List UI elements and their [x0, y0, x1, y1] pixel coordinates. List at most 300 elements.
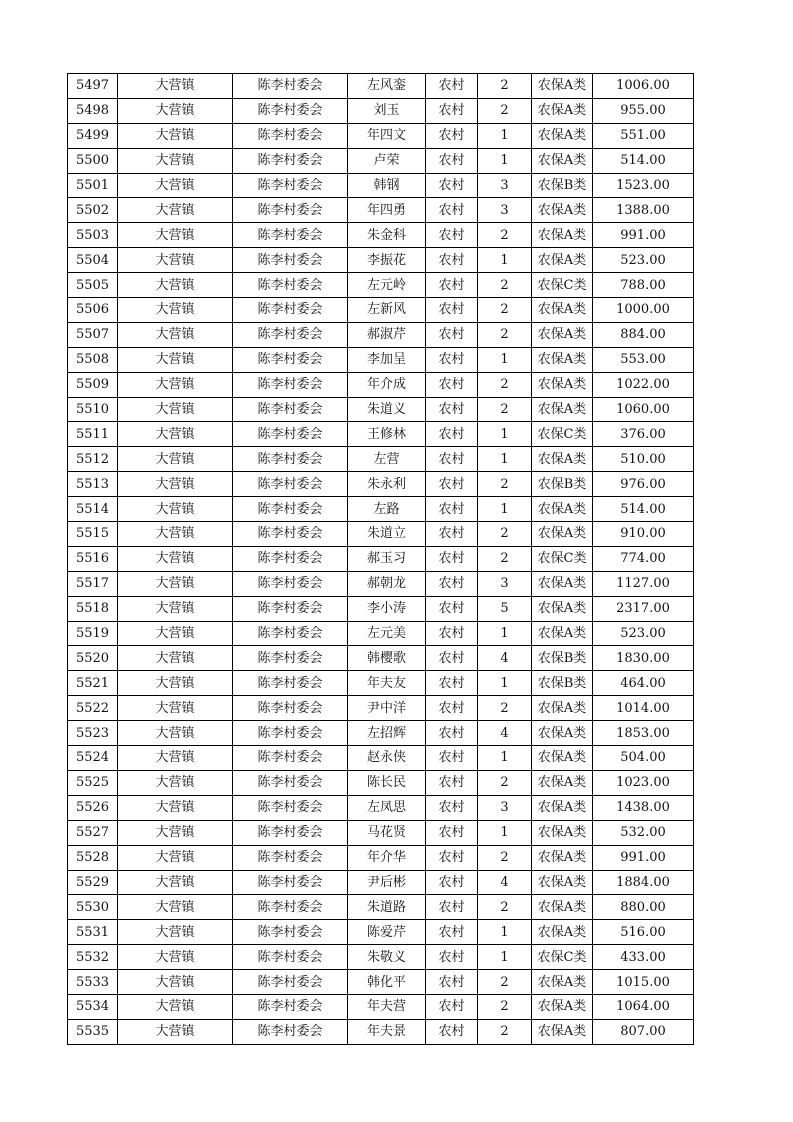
amount-cell: 1064.00	[593, 994, 694, 1019]
row-number-cell: 5506	[68, 298, 118, 323]
household-size-cell: 1	[478, 945, 532, 970]
name-cell: 李小涛	[348, 596, 426, 621]
household-size-cell: 1	[478, 671, 532, 696]
town-cell: 大营镇	[118, 721, 233, 746]
household-type-cell: 农村	[426, 198, 478, 223]
household-type-cell: 农村	[426, 646, 478, 671]
insurance-category-cell: 农保A类	[532, 721, 593, 746]
table-row	[68, 671, 694, 696]
table-row	[68, 895, 694, 920]
name-cell: 马花贤	[348, 820, 426, 845]
village-committee-cell: 陈李村委会	[233, 472, 348, 497]
table-row	[68, 696, 694, 721]
insurance-category-cell: 农保A类	[532, 970, 593, 995]
town-cell: 大营镇	[118, 621, 233, 646]
village-committee-cell: 陈李村委会	[233, 721, 348, 746]
amount-cell: 1022.00	[593, 372, 694, 397]
town-cell: 大营镇	[118, 571, 233, 596]
household-size-cell: 4	[478, 646, 532, 671]
name-cell: 左营	[348, 447, 426, 472]
town-cell: 大营镇	[118, 372, 233, 397]
row-number-cell: 5527	[68, 820, 118, 845]
table-row	[68, 596, 694, 621]
household-size-cell: 2	[478, 372, 532, 397]
table-row	[68, 970, 694, 995]
name-cell: 左元美	[348, 621, 426, 646]
table-row	[68, 298, 694, 323]
insurance-category-cell: 农保B类	[532, 472, 593, 497]
row-number-cell: 5499	[68, 123, 118, 148]
village-committee-cell: 陈李村委会	[233, 795, 348, 820]
household-size-cell: 1	[478, 347, 532, 372]
name-cell: 郝玉习	[348, 546, 426, 571]
household-size-cell: 3	[478, 173, 532, 198]
row-number-cell: 5508	[68, 347, 118, 372]
household-size-cell: 2	[478, 895, 532, 920]
name-cell: 刘玉	[348, 98, 426, 123]
name-cell: 年夫营	[348, 994, 426, 1019]
village-committee-cell: 陈李村委会	[233, 596, 348, 621]
household-type-cell: 农村	[426, 273, 478, 298]
household-type-cell: 农村	[426, 223, 478, 248]
household-type-cell: 农村	[426, 298, 478, 323]
insurance-category-cell: 农保A类	[532, 845, 593, 870]
household-type-cell: 农村	[426, 148, 478, 173]
table-row	[68, 123, 694, 148]
household-size-cell: 2	[478, 994, 532, 1019]
household-size-cell: 4	[478, 721, 532, 746]
table-row	[68, 820, 694, 845]
row-number-cell: 5529	[68, 870, 118, 895]
village-committee-cell: 陈李村委会	[233, 372, 348, 397]
town-cell: 大营镇	[118, 173, 233, 198]
household-type-cell: 农村	[426, 770, 478, 795]
household-size-cell: 1	[478, 447, 532, 472]
household-size-cell: 3	[478, 795, 532, 820]
village-committee-cell: 陈李村委会	[233, 970, 348, 995]
town-cell: 大营镇	[118, 994, 233, 1019]
amount-cell: 433.00	[593, 945, 694, 970]
household-type-cell: 农村	[426, 422, 478, 447]
amount-cell: 910.00	[593, 522, 694, 547]
table-row	[68, 447, 694, 472]
row-number-cell: 5501	[68, 173, 118, 198]
name-cell: 左招辉	[348, 721, 426, 746]
village-committee-cell: 陈李村委会	[233, 148, 348, 173]
amount-cell: 1023.00	[593, 770, 694, 795]
insurance-category-cell: 农保A类	[532, 198, 593, 223]
insurance-category-cell: 农保A类	[532, 870, 593, 895]
name-cell: 朱敬义	[348, 945, 426, 970]
village-committee-cell: 陈李村委会	[233, 98, 348, 123]
table-row	[68, 1019, 694, 1044]
row-number-cell: 5524	[68, 746, 118, 771]
row-number-cell: 5531	[68, 920, 118, 945]
village-committee-cell: 陈李村委会	[233, 845, 348, 870]
insurance-category-cell: 农保A类	[532, 1019, 593, 1044]
town-cell: 大营镇	[118, 198, 233, 223]
name-cell: 年夫友	[348, 671, 426, 696]
amount-cell: 807.00	[593, 1019, 694, 1044]
town-cell: 大营镇	[118, 123, 233, 148]
amount-cell: 1060.00	[593, 397, 694, 422]
household-size-cell: 4	[478, 870, 532, 895]
amount-cell: 516.00	[593, 920, 694, 945]
household-type-cell: 农村	[426, 870, 478, 895]
amount-cell: 1006.00	[593, 74, 694, 99]
household-type-cell: 农村	[426, 98, 478, 123]
village-committee-cell: 陈李村委会	[233, 945, 348, 970]
household-type-cell: 农村	[426, 721, 478, 746]
insurance-category-cell: 农保B类	[532, 671, 593, 696]
household-type-cell: 农村	[426, 920, 478, 945]
household-size-cell: 3	[478, 198, 532, 223]
household-type-cell: 农村	[426, 248, 478, 273]
village-committee-cell: 陈李村委会	[233, 621, 348, 646]
name-cell: 左风銮	[348, 74, 426, 99]
village-committee-cell: 陈李村委会	[233, 198, 348, 223]
household-type-cell: 农村	[426, 795, 478, 820]
household-size-cell: 2	[478, 696, 532, 721]
household-size-cell: 1	[478, 123, 532, 148]
village-committee-cell: 陈李村委会	[233, 74, 348, 99]
town-cell: 大营镇	[118, 148, 233, 173]
table-row	[68, 795, 694, 820]
household-size-cell: 2	[478, 546, 532, 571]
household-type-cell: 农村	[426, 621, 478, 646]
table-row	[68, 920, 694, 945]
table-row	[68, 248, 694, 273]
table-row	[68, 721, 694, 746]
table-row	[68, 173, 694, 198]
village-committee-cell: 陈李村委会	[233, 646, 348, 671]
town-cell: 大营镇	[118, 1019, 233, 1044]
town-cell: 大营镇	[118, 820, 233, 845]
name-cell: 年四勇	[348, 198, 426, 223]
insurance-category-cell: 农保A类	[532, 820, 593, 845]
row-number-cell: 5521	[68, 671, 118, 696]
household-size-cell: 1	[478, 621, 532, 646]
town-cell: 大营镇	[118, 646, 233, 671]
village-committee-cell: 陈李村委会	[233, 870, 348, 895]
row-number-cell: 5505	[68, 273, 118, 298]
amount-cell: 1438.00	[593, 795, 694, 820]
name-cell: 郝淑芹	[348, 322, 426, 347]
name-cell: 陈长民	[348, 770, 426, 795]
household-size-cell: 2	[478, 970, 532, 995]
town-cell: 大营镇	[118, 522, 233, 547]
village-committee-cell: 陈李村委会	[233, 571, 348, 596]
insurance-category-cell: 农保A类	[532, 994, 593, 1019]
village-committee-cell: 陈李村委会	[233, 546, 348, 571]
row-number-cell: 5504	[68, 248, 118, 273]
data-table	[67, 73, 694, 1045]
insurance-category-cell: 农保A类	[532, 347, 593, 372]
town-cell: 大营镇	[118, 322, 233, 347]
amount-cell: 1014.00	[593, 696, 694, 721]
insurance-category-cell: 农保A类	[532, 571, 593, 596]
town-cell: 大营镇	[118, 970, 233, 995]
town-cell: 大营镇	[118, 273, 233, 298]
table-row	[68, 74, 694, 99]
household-type-cell: 农村	[426, 994, 478, 1019]
town-cell: 大营镇	[118, 671, 233, 696]
household-type-cell: 农村	[426, 447, 478, 472]
name-cell: 年介华	[348, 845, 426, 870]
town-cell: 大营镇	[118, 347, 233, 372]
insurance-category-cell: 农保A类	[532, 596, 593, 621]
household-size-cell: 2	[478, 223, 532, 248]
town-cell: 大营镇	[118, 696, 233, 721]
insurance-category-cell: 农保C类	[532, 422, 593, 447]
table-row	[68, 148, 694, 173]
row-number-cell: 5523	[68, 721, 118, 746]
town-cell: 大营镇	[118, 870, 233, 895]
row-number-cell: 5510	[68, 397, 118, 422]
name-cell: 李加呈	[348, 347, 426, 372]
table-row	[68, 770, 694, 795]
table-row	[68, 223, 694, 248]
row-number-cell: 5533	[68, 970, 118, 995]
insurance-category-cell: 农保A类	[532, 795, 593, 820]
name-cell: 韩钢	[348, 173, 426, 198]
row-number-cell: 5513	[68, 472, 118, 497]
row-number-cell: 5525	[68, 770, 118, 795]
household-size-cell: 2	[478, 1019, 532, 1044]
row-number-cell: 5518	[68, 596, 118, 621]
town-cell: 大营镇	[118, 447, 233, 472]
table-row	[68, 372, 694, 397]
household-type-cell: 农村	[426, 397, 478, 422]
row-number-cell: 5535	[68, 1019, 118, 1044]
household-size-cell: 1	[478, 497, 532, 522]
town-cell: 大营镇	[118, 497, 233, 522]
amount-cell: 514.00	[593, 148, 694, 173]
table-row	[68, 746, 694, 771]
table-row	[68, 347, 694, 372]
household-type-cell: 农村	[426, 1019, 478, 1044]
row-number-cell: 5530	[68, 895, 118, 920]
row-number-cell: 5534	[68, 994, 118, 1019]
household-type-cell: 农村	[426, 845, 478, 870]
insurance-category-cell: 农保A类	[532, 447, 593, 472]
name-cell: 年介成	[348, 372, 426, 397]
household-type-cell: 农村	[426, 322, 478, 347]
insurance-category-cell: 农保A类	[532, 148, 593, 173]
household-size-cell: 2	[478, 522, 532, 547]
village-committee-cell: 陈李村委会	[233, 1019, 348, 1044]
amount-cell: 376.00	[593, 422, 694, 447]
insurance-category-cell: 农保B类	[532, 646, 593, 671]
village-committee-cell: 陈李村委会	[233, 273, 348, 298]
household-size-cell: 5	[478, 596, 532, 621]
table-body	[68, 74, 694, 1045]
name-cell: 赵永侠	[348, 746, 426, 771]
table-row	[68, 945, 694, 970]
amount-cell: 523.00	[593, 621, 694, 646]
household-type-cell: 农村	[426, 546, 478, 571]
name-cell: 朱永利	[348, 472, 426, 497]
household-type-cell: 农村	[426, 970, 478, 995]
village-committee-cell: 陈李村委会	[233, 770, 348, 795]
amount-cell: 551.00	[593, 123, 694, 148]
row-number-cell: 5512	[68, 447, 118, 472]
village-committee-cell: 陈李村委会	[233, 671, 348, 696]
table-row	[68, 322, 694, 347]
amount-cell: 1523.00	[593, 173, 694, 198]
town-cell: 大营镇	[118, 795, 233, 820]
row-number-cell: 5497	[68, 74, 118, 99]
household-type-cell: 农村	[426, 895, 478, 920]
household-size-cell: 2	[478, 273, 532, 298]
table-row	[68, 497, 694, 522]
name-cell: 左路	[348, 497, 426, 522]
household-type-cell: 农村	[426, 596, 478, 621]
name-cell: 朱道立	[348, 522, 426, 547]
village-committee-cell: 陈李村委会	[233, 248, 348, 273]
household-type-cell: 农村	[426, 497, 478, 522]
town-cell: 大营镇	[118, 770, 233, 795]
amount-cell: 774.00	[593, 546, 694, 571]
household-type-cell: 农村	[426, 696, 478, 721]
household-type-cell: 农村	[426, 522, 478, 547]
row-number-cell: 5528	[68, 845, 118, 870]
table-row	[68, 845, 694, 870]
village-committee-cell: 陈李村委会	[233, 347, 348, 372]
household-type-cell: 农村	[426, 571, 478, 596]
insurance-category-cell: 农保C类	[532, 546, 593, 571]
amount-cell: 1853.00	[593, 721, 694, 746]
amount-cell: 2317.00	[593, 596, 694, 621]
insurance-category-cell: 农保A类	[532, 397, 593, 422]
town-cell: 大营镇	[118, 98, 233, 123]
household-size-cell: 1	[478, 746, 532, 771]
insurance-category-cell: 农保A类	[532, 497, 593, 522]
household-type-cell: 农村	[426, 746, 478, 771]
insurance-category-cell: 农保A类	[532, 895, 593, 920]
table-row	[68, 198, 694, 223]
household-type-cell: 农村	[426, 123, 478, 148]
village-committee-cell: 陈李村委会	[233, 522, 348, 547]
town-cell: 大营镇	[118, 596, 233, 621]
name-cell: 韩化平	[348, 970, 426, 995]
town-cell: 大营镇	[118, 422, 233, 447]
village-committee-cell: 陈李村委会	[233, 397, 348, 422]
table-row	[68, 98, 694, 123]
amount-cell: 976.00	[593, 472, 694, 497]
amount-cell: 884.00	[593, 322, 694, 347]
insurance-category-cell: 农保A类	[532, 298, 593, 323]
town-cell: 大营镇	[118, 895, 233, 920]
row-number-cell: 5509	[68, 372, 118, 397]
village-committee-cell: 陈李村委会	[233, 173, 348, 198]
name-cell: 左新风	[348, 298, 426, 323]
name-cell: 尹后彬	[348, 870, 426, 895]
table-row	[68, 546, 694, 571]
row-number-cell: 5498	[68, 98, 118, 123]
town-cell: 大营镇	[118, 472, 233, 497]
insurance-category-cell: 农保A类	[532, 920, 593, 945]
town-cell: 大营镇	[118, 397, 233, 422]
insurance-category-cell: 农保A类	[532, 522, 593, 547]
table-row	[68, 273, 694, 298]
table-row	[68, 397, 694, 422]
amount-cell: 955.00	[593, 98, 694, 123]
household-size-cell: 1	[478, 248, 532, 273]
household-size-cell: 2	[478, 770, 532, 795]
amount-cell: 991.00	[593, 845, 694, 870]
row-number-cell: 5507	[68, 322, 118, 347]
village-committee-cell: 陈李村委会	[233, 298, 348, 323]
table-row	[68, 994, 694, 1019]
household-size-cell: 2	[478, 322, 532, 347]
town-cell: 大营镇	[118, 920, 233, 945]
insurance-category-cell: 农保C类	[532, 945, 593, 970]
household-size-cell: 1	[478, 422, 532, 447]
household-type-cell: 农村	[426, 347, 478, 372]
insurance-category-cell: 农保A类	[532, 223, 593, 248]
amount-cell: 1830.00	[593, 646, 694, 671]
table-row	[68, 870, 694, 895]
row-number-cell: 5532	[68, 945, 118, 970]
insurance-category-cell: 农保A类	[532, 372, 593, 397]
amount-cell: 464.00	[593, 671, 694, 696]
name-cell: 年四文	[348, 123, 426, 148]
row-number-cell: 5511	[68, 422, 118, 447]
household-size-cell: 2	[478, 298, 532, 323]
household-size-cell: 1	[478, 920, 532, 945]
town-cell: 大营镇	[118, 746, 233, 771]
town-cell: 大营镇	[118, 248, 233, 273]
name-cell: 左元岭	[348, 273, 426, 298]
household-size-cell: 2	[478, 397, 532, 422]
household-type-cell: 农村	[426, 173, 478, 198]
village-committee-cell: 陈李村委会	[233, 422, 348, 447]
insurance-category-cell: 农保C类	[532, 273, 593, 298]
household-size-cell: 2	[478, 74, 532, 99]
town-cell: 大营镇	[118, 546, 233, 571]
amount-cell: 532.00	[593, 820, 694, 845]
row-number-cell: 5517	[68, 571, 118, 596]
name-cell: 李振花	[348, 248, 426, 273]
amount-cell: 991.00	[593, 223, 694, 248]
row-number-cell: 5514	[68, 497, 118, 522]
table-row	[68, 522, 694, 547]
amount-cell: 1388.00	[593, 198, 694, 223]
name-cell: 郝朝龙	[348, 571, 426, 596]
village-committee-cell: 陈李村委会	[233, 820, 348, 845]
amount-cell: 1015.00	[593, 970, 694, 995]
name-cell: 尹中洋	[348, 696, 426, 721]
amount-cell: 788.00	[593, 273, 694, 298]
household-size-cell: 1	[478, 148, 532, 173]
name-cell: 朱道义	[348, 397, 426, 422]
village-committee-cell: 陈李村委会	[233, 497, 348, 522]
name-cell: 左凤思	[348, 795, 426, 820]
village-committee-cell: 陈李村委会	[233, 223, 348, 248]
household-type-cell: 农村	[426, 945, 478, 970]
name-cell: 朱道路	[348, 895, 426, 920]
row-number-cell: 5516	[68, 546, 118, 571]
town-cell: 大营镇	[118, 74, 233, 99]
row-number-cell: 5526	[68, 795, 118, 820]
name-cell: 卢荣	[348, 148, 426, 173]
village-committee-cell: 陈李村委会	[233, 994, 348, 1019]
household-type-cell: 农村	[426, 820, 478, 845]
row-number-cell: 5522	[68, 696, 118, 721]
insurance-category-cell: 农保A类	[532, 770, 593, 795]
household-size-cell: 1	[478, 820, 532, 845]
